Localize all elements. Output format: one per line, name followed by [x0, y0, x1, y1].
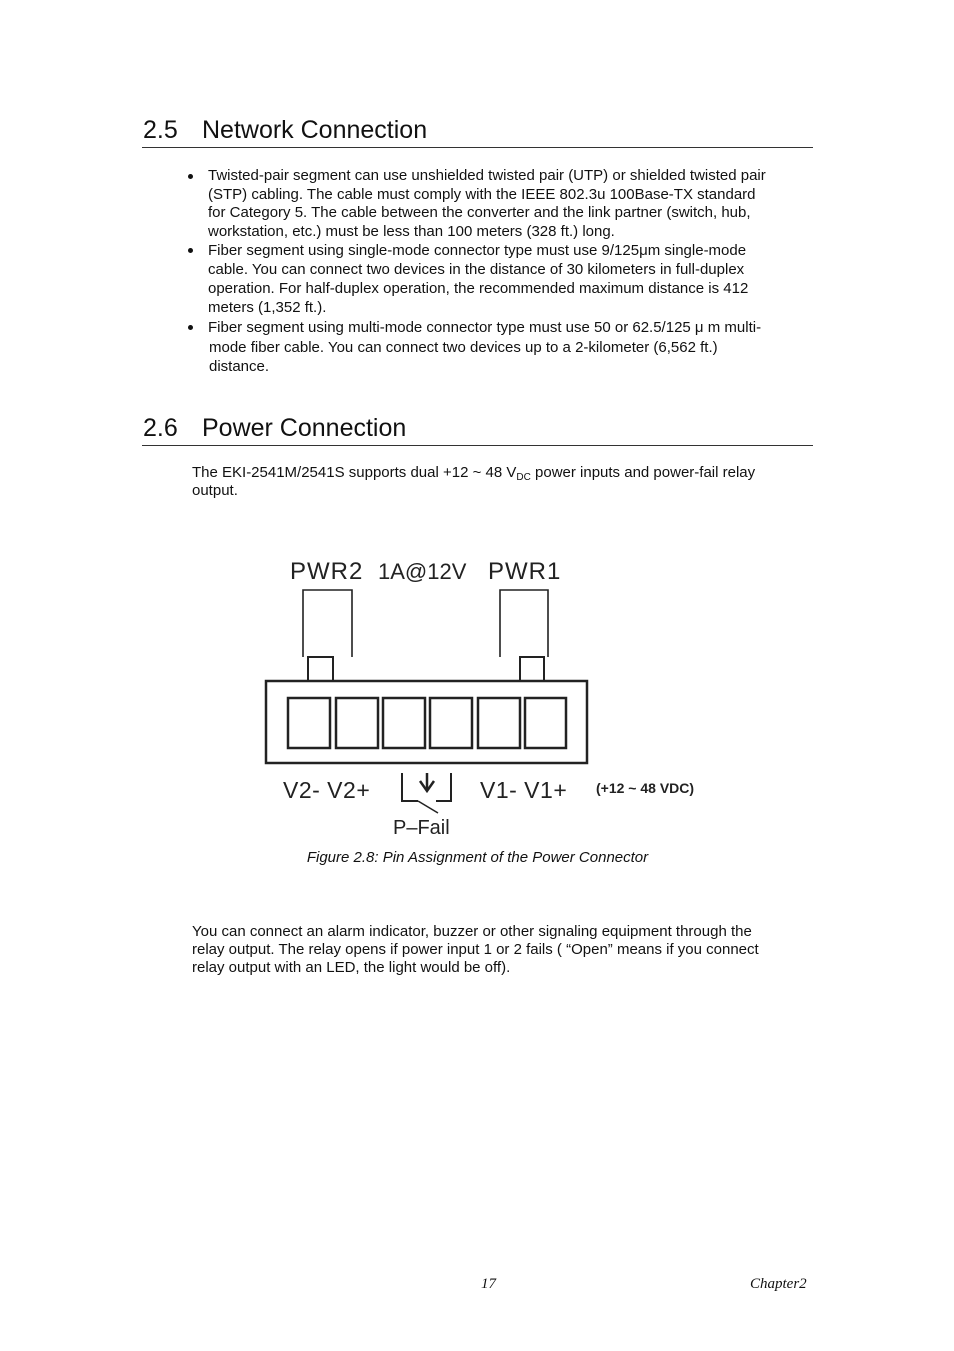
heading-underline	[142, 147, 813, 148]
text-line: mode fiber cable. You can connect two devices up to a 2-kilometer (6,562 ft.)	[209, 338, 718, 356]
figure-caption: Figure 2.8: Pin Assignment of the Power Connector	[306, 849, 649, 866]
section-number: 2.5	[143, 116, 178, 144]
text-line: (STP) cabling. The cable must comply with the IEEE 802.3u 100Base-TX standard	[208, 185, 756, 203]
section-title: Network Connection	[202, 116, 428, 144]
section-heading-network	[143, 115, 427, 145]
bullet-marker	[188, 325, 193, 330]
terminal-block	[266, 681, 587, 763]
terminal-slot	[525, 698, 566, 748]
relay-contact-left	[402, 773, 418, 801]
text-run: power inputs and power-fail relay	[530, 464, 756, 481]
list-item	[208, 241, 748, 317]
relay-paragraph	[192, 923, 759, 977]
rating-label: 1A@12V	[378, 559, 467, 584]
pfail-label: P–Fail	[393, 817, 450, 839]
section-heading-power	[143, 413, 406, 443]
power-connector-diagram	[255, 545, 725, 845]
terminal-slot	[288, 698, 330, 748]
text-run: The EKI-2541M/2541S supports dual +12 ~ 48 V	[192, 464, 517, 481]
text-line: relay output. The relay opens if power input 1 or 2 fails ( “Open” means if you connect	[192, 941, 759, 958]
text-line: distance.	[209, 358, 270, 375]
voltage-range-label: (+12 ~ 48 VDC)	[596, 780, 695, 796]
list-item	[208, 318, 761, 377]
pwr1-label: PWR1	[488, 558, 562, 585]
terminal-slot	[383, 698, 425, 748]
text-line	[192, 464, 755, 482]
text-line: Fiber segment using multi-mode connector type must use 50 or 62.5/125 μ m multi-	[208, 319, 762, 336]
bullet-marker	[188, 248, 193, 253]
section-title: Power Connection	[202, 414, 407, 442]
terminal-slot	[336, 698, 378, 748]
pwr1-cable	[500, 590, 548, 657]
text-line: for Category 5. The cable between the converter and the link partner (switch, hub,	[208, 204, 751, 221]
pwr2-cable	[303, 590, 352, 657]
list-item	[208, 167, 766, 241]
pwr2-label: PWR2	[290, 558, 364, 585]
section-number: 2.6	[143, 414, 178, 442]
text-line: cable. You can connect two devices in the distance of 30 kilometers in full-duplex	[208, 261, 745, 278]
text-line: relay output with an LED, the light would be off).	[192, 959, 511, 976]
bullet-marker	[188, 174, 193, 179]
page-number: 17	[481, 1276, 496, 1292]
relay-switch-line	[418, 801, 438, 813]
text-line: operation. For half-duplex operation, the recommended maximum distance is 412	[208, 280, 749, 297]
subscript-dc: DC	[516, 472, 531, 483]
relay-contact-right	[436, 773, 451, 801]
pwr1-plug	[520, 657, 544, 681]
text-line: meters (1,352 ft.).	[208, 299, 327, 316]
text-line: Fiber segment using single-mode connector type must use 9/125μm single-mode	[208, 242, 747, 259]
v2-label: V2- V2+	[283, 777, 371, 803]
text-line: Twisted-pair segment can use unshielded twisted pair (UTP) or shielded twisted pair	[208, 167, 766, 184]
heading-underline	[142, 445, 813, 446]
terminal-slot	[430, 698, 472, 748]
text-line: You can connect an alarm indicator, buzzer or other signaling equipment through the	[192, 923, 752, 940]
chapter-label: Chapter2	[750, 1276, 807, 1292]
pwr2-plug	[308, 657, 333, 681]
text-line: workstation, etc.) must be less than 100 meters (328 ft.) long.	[208, 222, 615, 240]
terminal-slot	[478, 698, 520, 748]
v1-label: V1- V1+	[480, 777, 568, 803]
intro-paragraph	[192, 464, 755, 500]
text-line: output.	[192, 482, 238, 499]
